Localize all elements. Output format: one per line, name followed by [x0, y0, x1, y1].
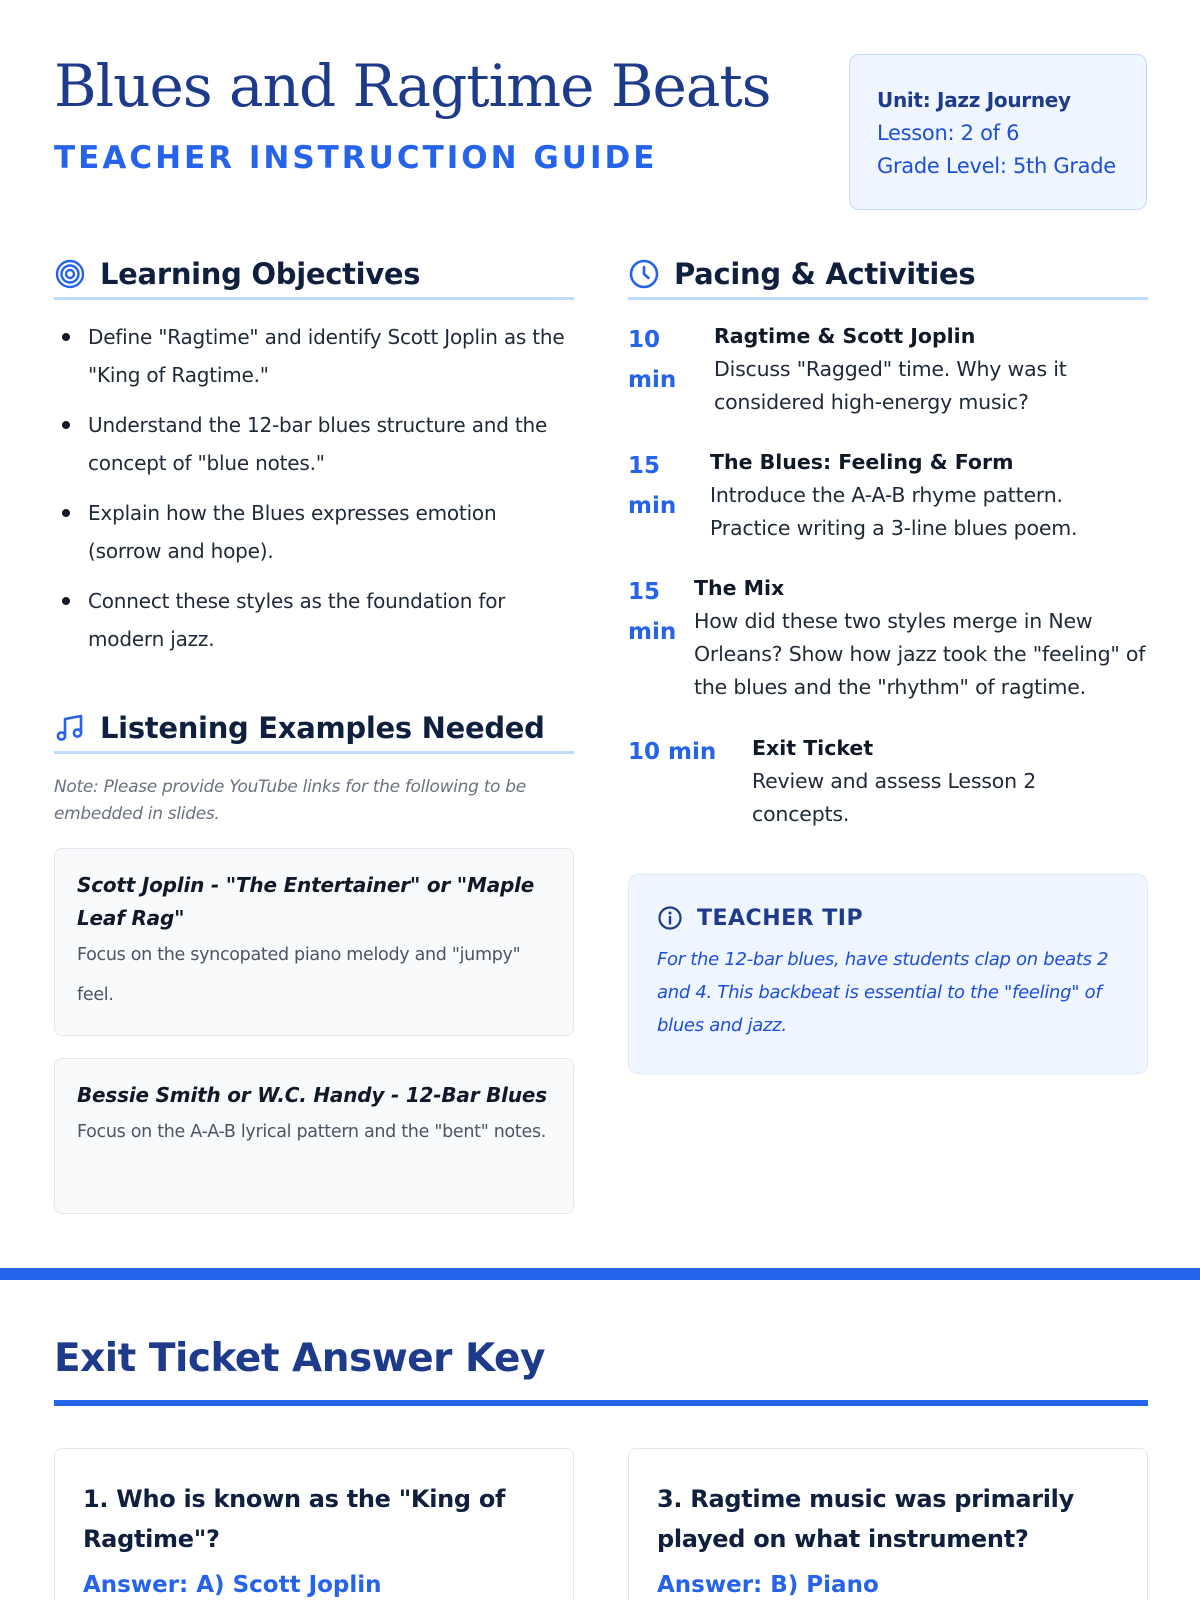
- activity-description: Discuss "Ragged" time. Why was it considered high-energy music?: [714, 357, 1067, 414]
- objectives-heading: [54, 254, 574, 300]
- activity-duration: 15 min: [628, 579, 677, 645]
- pacing-heading-text: Pacing & Activities: [674, 257, 976, 291]
- activity-title: The Mix: [694, 576, 785, 600]
- teacher-tip-heading: TEACHER TIP: [697, 905, 864, 931]
- lesson-meta-box: [849, 54, 1147, 210]
- answer-key-rule: [54, 1400, 1148, 1406]
- teacher-tip-text: For the 12-bar blues, have students clap on beats 2 and 4. This backbeat is essential to the "feeling" of blues and jazz.: [657, 949, 1109, 1036]
- list-item: Connect these styles as the foundation for modern jazz.: [62, 582, 572, 658]
- activity-description: How did these two styles merge in New Orleans? Show how jazz took the "feeling" of the blues and the "rhythm" of ragtime.: [694, 609, 1146, 699]
- listening-example-card: [54, 1058, 574, 1214]
- activity-duration: 10 min: [628, 327, 677, 393]
- activity-row: [628, 446, 1148, 545]
- question-text: 3. Ragtime music was primarily played on what instrument?: [657, 1485, 1074, 1553]
- example-title: Scott Joplin - "The Entertainer" or "Maple Leaf Rag": [77, 873, 535, 930]
- grade-label: Grade Level: 5th Grade: [877, 154, 1116, 178]
- target-icon: [54, 258, 86, 290]
- listening-heading: [54, 708, 574, 754]
- activity-title: Ragtime & Scott Joplin: [714, 324, 976, 348]
- info-icon: [657, 905, 683, 931]
- activity-duration: 15 min: [628, 453, 677, 519]
- activity-title: The Blues: Feeling & Form: [710, 450, 1014, 474]
- page-subtitle: TEACHER INSTRUCTION GUIDE: [54, 140, 658, 176]
- example-title: Bessie Smith or W.C. Handy - 12-Bar Blues: [77, 1083, 547, 1107]
- objectives-heading-text: Learning Objectives: [100, 257, 421, 291]
- page-divider: [0, 1268, 1200, 1280]
- unit-label: Unit: Jazz Journey: [877, 88, 1071, 112]
- activity-description: Introduce the A-A-B rhyme pattern. Practice writing a 3-line blues poem.: [710, 483, 1078, 540]
- list-item: Explain how the Blues expresses emotion (sorrow and hope).: [62, 494, 572, 570]
- example-description: Focus on the A-A-B lyrical pattern and the "bent" notes.: [77, 1122, 547, 1142]
- teacher-tip-box: [628, 874, 1148, 1074]
- activity-row: [628, 732, 1148, 831]
- clock-icon: [628, 258, 660, 290]
- listening-example-card: [54, 848, 574, 1036]
- list-item: Define "Ragtime" and identify Scott Joplin as the "King of Ragtime.": [62, 318, 572, 394]
- lesson-label: Lesson: 2 of 6: [877, 121, 1020, 145]
- objectives-list: [62, 318, 572, 670]
- music-note-icon: [54, 712, 86, 744]
- list-item: Understand the 12-bar blues structure and the concept of "blue notes.": [62, 406, 572, 482]
- activity-title: Exit Ticket: [752, 736, 874, 760]
- question-card: [628, 1448, 1148, 1600]
- activity-description: Review and assess Lesson 2 concepts.: [752, 769, 1037, 826]
- pacing-heading: [628, 254, 1148, 300]
- example-description: Focus on the syncopated piano melody and "jumpy" feel.: [77, 945, 521, 1005]
- question-card: [54, 1448, 574, 1600]
- listening-heading-text: Listening Examples Needed: [100, 711, 545, 745]
- listening-note: Note: Please provide YouTube links for the following to be embedded in slides.: [54, 777, 526, 824]
- question-text: 1. Who is known as the "King of Ragtime"?: [83, 1485, 506, 1553]
- activity-row: [628, 320, 1148, 419]
- activity-row: [628, 572, 1148, 704]
- page-title: Blues and Ragtime Beats: [54, 52, 771, 120]
- answer-text: Answer: B) Piano: [657, 1572, 879, 1598]
- answer-text: Answer: A) Scott Joplin: [83, 1572, 382, 1598]
- activity-duration: 10 min: [628, 739, 717, 765]
- answer-key-title: Exit Ticket Answer Key: [54, 1336, 545, 1381]
